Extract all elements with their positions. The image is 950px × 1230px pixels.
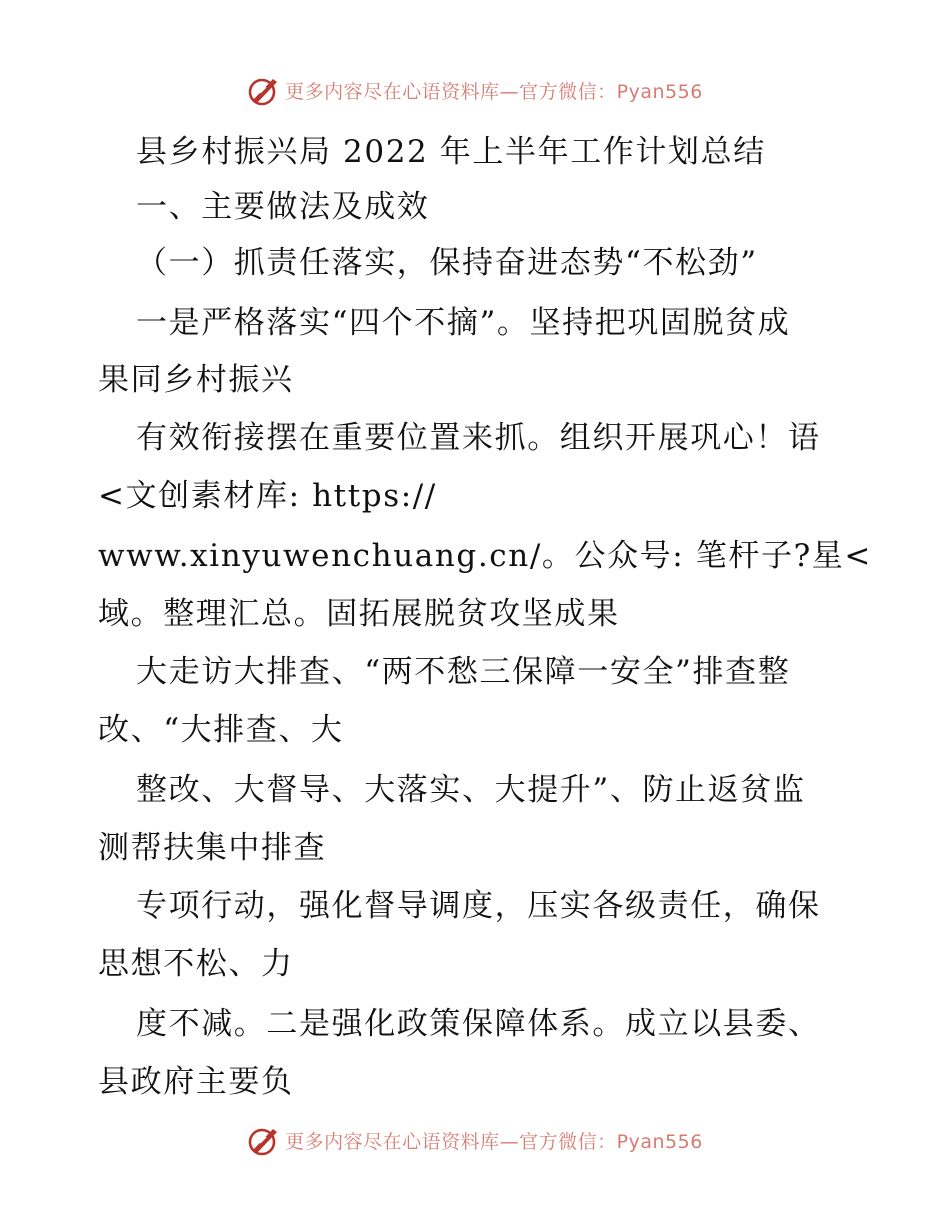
paragraph-line: www.xinyuwenchuang.cn/。公众号: 笔杆子?星<: [98, 538, 872, 574]
quill-logo-icon: [247, 73, 281, 107]
quill-logo-icon: [247, 1123, 281, 1157]
section-heading: 一、主要做法及成效: [136, 189, 430, 225]
document-title: 县乡村振兴局 2022 年上半年工作计划总结: [136, 134, 766, 170]
banner-text: 更多内容尽在心语资料库—官方微信：Pyan556: [285, 80, 703, 103]
paragraph-line: 专项行动，强化督导调度，压实各级责任，确保: [136, 888, 821, 924]
banner-text: 更多内容尽在心语资料库—官方微信：Pyan556: [285, 1130, 703, 1153]
subsection-heading: （一）抓责任落实，保持奋进态势“不松劲”: [136, 245, 758, 281]
footer-banner: [0, 1120, 950, 1160]
paragraph-line: 域。整理汇总。固拓展脱贫攻坚成果: [98, 596, 620, 632]
paragraph-line: 果同乡村振兴: [98, 362, 294, 398]
paragraph-line: 测帮扶集中排查: [98, 830, 327, 866]
paragraph-line: 度不减。二是强化政策保障体系。成立以县委、: [136, 1006, 821, 1042]
paragraph-line: <文创素材库: https://: [98, 478, 437, 514]
paragraph-line: 整改、大督导、大落实、大提升”、防止返贫监: [136, 772, 806, 808]
header-banner: [0, 70, 950, 110]
paragraph-line: 县政府主要负: [98, 1064, 294, 1100]
paragraph-line: 思想不松、力: [98, 946, 294, 982]
paragraph-line: 大走访大排查、“两不愁三保障一安全”排查整: [136, 654, 791, 690]
paragraph-line: 有效衔接摆在重要位置来抓。组织开展巩心！语: [136, 420, 821, 456]
paragraph-line: 改、“大排查、大: [98, 712, 344, 748]
paragraph-line: 一是严格落实“四个不摘”。坚持把巩固脱贫成: [136, 305, 791, 341]
